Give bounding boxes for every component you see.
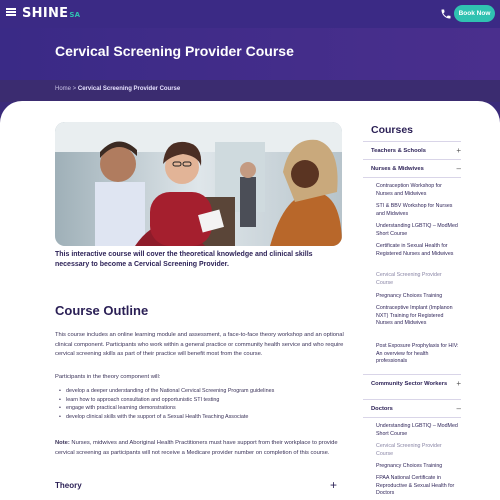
phone-icon[interactable] <box>440 8 452 20</box>
theory-intro-text: Participants in the theory component will: <box>55 374 161 380</box>
page-title: Cervical Screening Provider Course <box>55 43 294 59</box>
divider <box>363 374 461 375</box>
note-label: Note: <box>55 440 70 446</box>
plus-icon[interactable]: + <box>456 146 461 155</box>
sidebar-link-fpaa-certificate[interactable]: FPAA National Certificate in Reproductive & Sexual Health for Doctors <box>376 475 455 497</box>
divider <box>363 417 461 418</box>
note-text: Nurses, midwives and Aboriginal Health Practitioners must have support from their workplace to provide cervical screening as participants will not receive a Medicare provider number on completion of this course. <box>55 440 338 456</box>
divider <box>363 159 461 160</box>
sidebar-link-contraceptive-implant[interactable]: Contraceptive Implant (Implanon NXT) Training for Registered Nurses and Midwives <box>376 305 453 327</box>
accordion-theory-label: Theory <box>55 481 82 490</box>
course-outline-text: This course includes an online learning module and assessment, a face-to-face theory workshop and an optional clinical component. Participants who work within a general practice or community health service and who require cervical screening skills as part of their practice will benefit most from the course. <box>55 332 344 357</box>
sidebar-link-understanding-lgbtiq[interactable]: Understanding LGBTIQ – ModMed Short Course <box>376 223 458 237</box>
sidebar-link-doctors-lgbtiq[interactable]: Understanding LGBTIQ – ModMed Short Course <box>376 423 458 437</box>
sidebar-link-pregnancy-choices[interactable]: Pregnancy Choices Training <box>376 293 443 299</box>
breadcrumb-bar <box>0 80 500 102</box>
list-item: • learn how to approach consultation and opportunistic STI testing <box>66 396 346 405</box>
minus-icon[interactable]: – <box>456 404 461 413</box>
sidebar-link-cervical-screening-active[interactable]: Cervical Screening Provider Course <box>376 272 442 286</box>
book-now-button[interactable]: Book Now <box>454 5 495 22</box>
sidebar-link-post-exposure-prophylaxis[interactable]: Post Exposure Prophylaxis for HIV: An overview for health professionals <box>376 343 459 365</box>
minus-icon[interactable]: – <box>456 164 461 173</box>
accordion-theory[interactable] <box>55 477 337 495</box>
site-logo[interactable]: SHINESA <box>22 6 81 21</box>
breadcrumb-current: Cervical Screening Provider Course <box>77 86 181 92</box>
note-paragraph <box>55 439 345 458</box>
sidebar-section-teachers[interactable]: Teachers & Schools + <box>371 146 461 155</box>
theory-points-list <box>66 387 346 421</box>
divider <box>363 399 461 400</box>
course-lead-text: This interactive course will cover the theoretical knowledge and clinical skills necessary to become a Cervical Screening Provider. <box>55 251 313 268</box>
hamburger-icon[interactable] <box>6 8 16 16</box>
sidebar-section-doctors[interactable]: Doctors – <box>371 404 461 413</box>
breadcrumb: Home > Cervical Screening Provider Course <box>55 86 181 92</box>
plus-icon[interactable]: + <box>329 478 337 492</box>
divider <box>363 141 461 142</box>
sidebar-title: Courses <box>371 124 414 136</box>
list-item: • engage with practical learning demonstrations <box>66 404 346 413</box>
course-outline-heading: Course Outline <box>55 303 149 318</box>
sidebar-link-contraception-workshop[interactable]: Contraception Workshop for Nurses and Midwives <box>376 183 442 197</box>
list-item: • develop clinical skills with the support of a Sexual Health Teaching Associate <box>66 413 346 422</box>
sidebar-section-nurses[interactable]: Nurses & Midwives – <box>371 164 461 173</box>
plus-icon[interactable]: + <box>456 379 461 388</box>
top-navigation-bar <box>0 0 500 28</box>
breadcrumb-home-link[interactable]: Home <box>55 86 72 92</box>
course-photo <box>55 122 342 246</box>
sidebar-link-certificate-sexual-health[interactable]: Certificate in Sexual Health for Registered Nurses and Midwives <box>376 243 454 257</box>
page-hero <box>0 28 500 80</box>
sidebar-link-doctors-cervical-screening[interactable]: Cervical Screening Provider Course <box>376 443 442 457</box>
divider <box>363 177 461 178</box>
sidebar-link-sti-bbv-workshop[interactable]: STI & BBV Workshop for Nurses and Midwives <box>376 203 453 217</box>
people-training-illustration <box>55 122 342 246</box>
sidebar-link-doctors-pregnancy-choices[interactable]: Pregnancy Choices Training <box>376 463 443 469</box>
sidebar-section-community[interactable]: Community Sector Workers + <box>371 379 461 388</box>
list-item: • develop a deeper understanding of the National Cervical Screening Program guidelines <box>66 387 346 396</box>
